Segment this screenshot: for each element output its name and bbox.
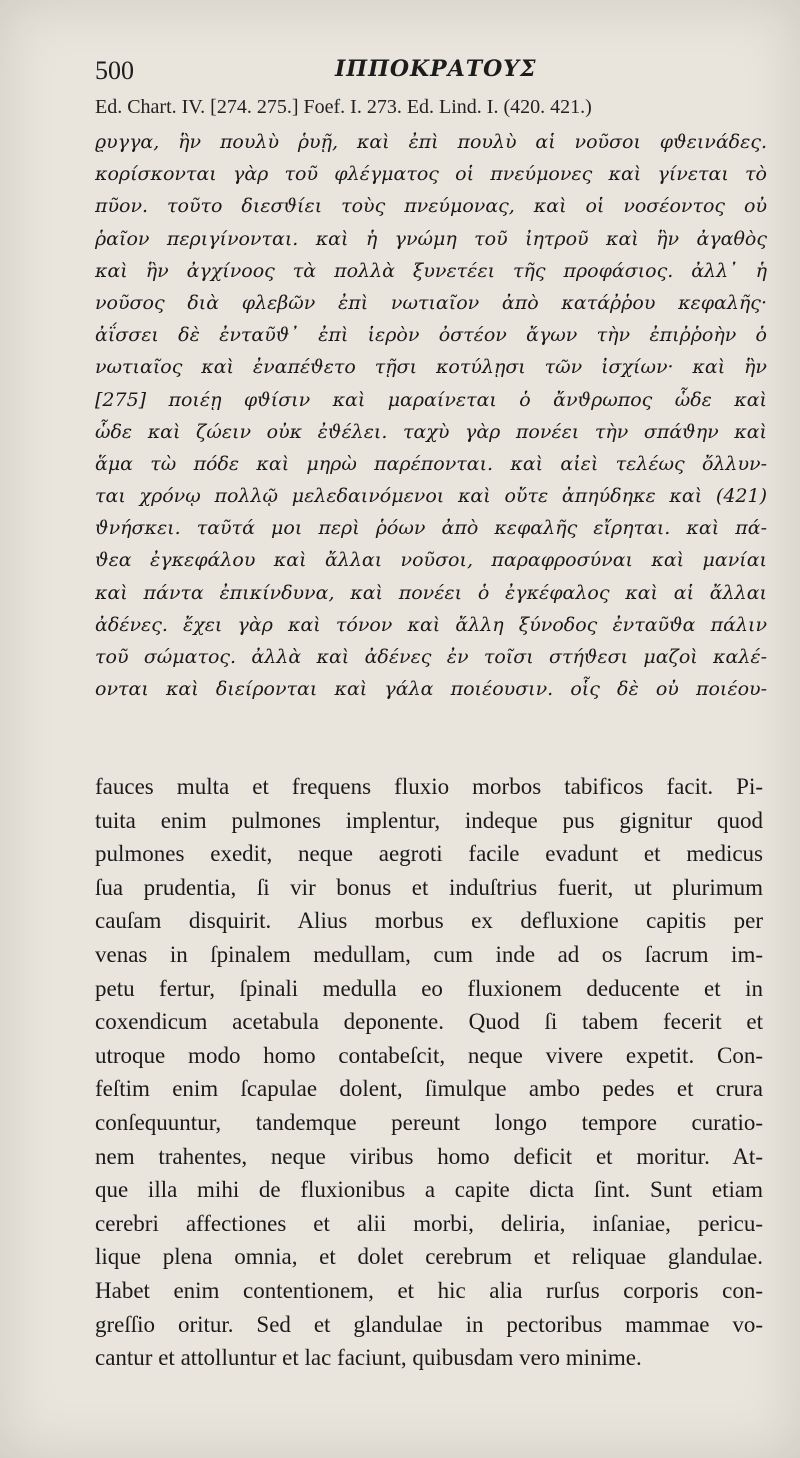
latin-line: cauſam disquirit. Alius morbus ex defluxione capitis per — [95, 908, 763, 934]
greek-line: ονται καὶ διείρονται καὶ γάλα ποιέουσιν. οἷς δὲ οὐ ποιέου- — [95, 678, 767, 701]
latin-line: coxendicum acetabula deponente. Quod ſi tabem fecerit et — [95, 1009, 763, 1035]
greek-line: ἀΐσσει δὲ ἐνταῦϑ᾿ ἐπὶ ἱερὸν ὀστέον ἄγων τὴν ἐπιῤῥοὴν ὁ — [95, 324, 767, 347]
latin-line: conſequuntur, tandemque pereunt longo tempore curatio- — [95, 1109, 763, 1135]
latin-line: ſua prudentia, ſi vir bonus et induſtrius fuerit, ut plurimum — [95, 874, 763, 900]
latin-line: petu fertur, ſpinali medulla eo fluxionem deducente et in — [95, 975, 763, 1001]
latin-line: greſſio oritur. Sed et glandulae in pectoribus mammae vo- — [95, 1311, 763, 1337]
latin-line: lique plena omnia, et dolet cerebrum et reliquae glandulae. — [95, 1244, 763, 1270]
greek-line: ἀδένες. ἔχει γὰρ καὶ τόνον καὶ ἄλλη ξύνοδος ἐνταῦϑα πάλιν — [95, 613, 767, 636]
greek-line: καὶ πάντα ἐπικίνδυνα, καὶ πονέει ὁ ἐγκέφαλος καὶ αἱ ἄλλαι — [95, 581, 767, 604]
greek-line: ἅμα τὼ πόδε καὶ μηρὼ παρέπονται. καὶ αἰεὶ τελέως ὄλλυν- — [95, 452, 767, 475]
greek-line: νοῦσος διὰ φλεβῶν ἐπὶ νωτιαῖον ἀπὸ κατάῤῥου κεφαλῆς· — [95, 291, 767, 314]
greek-line: ϑνήσκει. ταῦτά μοι περὶ ῥόων ἀπὸ κεφαλῆς εἴρηται. καὶ πά- — [95, 517, 767, 540]
running-title: ΙΠΠΟΚΡΑΤΟΥΣ — [335, 56, 537, 82]
latin-line: nem trahentes, neque viribus homo deficit et moritur. At- — [95, 1143, 763, 1169]
greek-line: πῦον. τοῦτο διεσϑίει τοὺς πνεύμονας, καὶ οἱ νοσέοντος οὐ — [95, 195, 767, 218]
greek-text-block — [95, 126, 767, 705]
latin-line: que illa mihi de fluxionibus a capite dicta ſint. Sunt etiam — [95, 1177, 763, 1203]
latin-line: cantur et attolluntur et lac faciunt, quibusdam vero minime. — [95, 1345, 642, 1371]
latin-line: pulmones exedit, neque aegroti facile evadunt et medicus — [95, 841, 763, 867]
greek-line: τοῦ σώματος. ἀλλὰ καὶ ἀδένες ἐν τοῖσι στήϑεσι μαζοὶ καλέ- — [95, 646, 767, 668]
page-number: 500 — [95, 56, 134, 85]
greek-line: ται χρόνῳ πολλῷ μελεδαινόμενοι καὶ οὔτε ἀπηύδηκε καὶ (421) — [95, 485, 767, 508]
page-header — [95, 52, 755, 88]
latin-line: Habet enim contentionem, et hic alia rurſus corporis con- — [95, 1277, 763, 1303]
greek-line: ὧδε καὶ ζώειν οὐκ ἐϑέλει. ταχὺ γὰρ πονέει τὴν σπάϑην καὶ — [95, 420, 767, 443]
greek-line: ῥαῖον περιγίνονται. καὶ ἡ γνώμη τοῦ ἰητροῦ καὶ ἣν ἀγαθὸς — [95, 227, 767, 250]
latin-line: tuita enim pulmones implentur, indeque pus gignitur quod — [95, 807, 763, 833]
latin-line: venas in ſpinalem medullam, cum inde ad os ſacrum im- — [95, 941, 763, 967]
latin-text-block — [95, 770, 763, 1375]
greek-line: καὶ ἣν ἀγχίνοος τὰ πολλὰ ξυνετέει τῆς προφάσιος. ἀλλ᾿ ἡ — [95, 259, 767, 282]
latin-line: utroque modo homo contabeſcit, neque vivere expetit. Con- — [95, 1042, 763, 1068]
greek-line: ϱυγγα, ἣν πουλὺ ῥυῇ, καὶ ἐπὶ πουλὺ αἱ νοῦσοι φϑεινάδες. — [95, 131, 767, 153]
edition-references: Ed. Chart. IV. [274. 275.] Foef. I. 273. Ed. Lind. I. (420. 421.) — [95, 96, 592, 118]
greek-line: νωτιαῖος καὶ ἐναπέϑετο τῇσι κοτύλῃσι τῶν ἰσχίων· καὶ ἣν — [95, 356, 767, 379]
greek-line: κορίσκονται γὰρ τοῦ φλέγματος οἱ πνεύμονες καὶ γίνεται τὸ — [95, 163, 767, 186]
latin-line: feſtim enim ſcapulae dolent, ſimulque ambo pedes et crura — [95, 1076, 763, 1102]
latin-line: fauces multa et frequens fluxio morbos tabificos facit. Pi- — [95, 774, 763, 799]
greek-line: [275] ποιέῃ φϑίσιν καὶ μαραίνεται ὁ ἄνϑρωπος ὧδε καὶ — [95, 388, 767, 411]
latin-line: cerebri affectiones et alii morbi, deliria, inſaniae, pericu- — [95, 1210, 763, 1236]
greek-line: ϑεα ἐγκεφάλου καὶ ἄλλαι νοῦσοι, παραφροσύναι καὶ μανίαι — [95, 549, 767, 572]
